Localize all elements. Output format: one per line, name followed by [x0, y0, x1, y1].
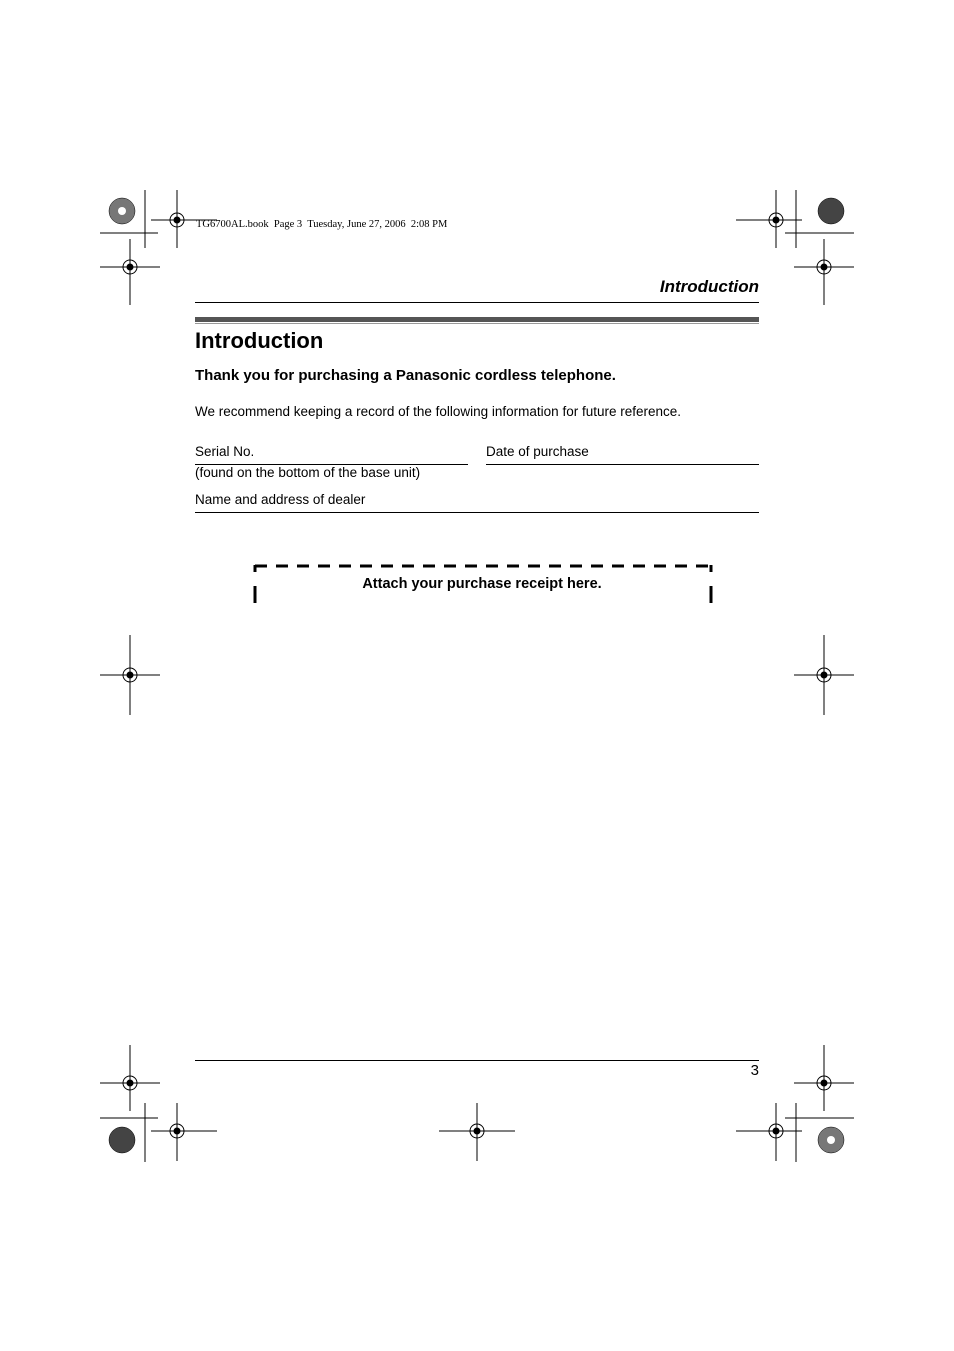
date-label: Date of purchase [486, 444, 589, 459]
lead-text: Thank you for purchasing a Panasonic cordless telephone. [195, 367, 616, 384]
serial-label: Serial No. [195, 444, 255, 459]
dealer-line [195, 512, 759, 513]
dealer-label: Name and address of dealer [195, 492, 366, 507]
date-line [486, 464, 759, 465]
body-text: We recommend keeping a record of the following information for future reference. [195, 404, 681, 419]
page-number: 3 [750, 1062, 759, 1079]
section-rule [195, 317, 759, 322]
footer-rule [195, 1060, 759, 1061]
slug-line: TG6700AL.book Page 3 Tuesday, June 27, 2006 2:08 PM [196, 219, 448, 230]
header-rule [195, 302, 759, 303]
receipt-box-label: Attach your purchase receipt here. [362, 576, 602, 592]
serial-note: (found on the bottom of the base unit) [195, 465, 421, 480]
page-title: Introduction [195, 328, 324, 353]
running-header-title: Introduction [659, 277, 759, 296]
section-rule-thin [195, 323, 759, 324]
